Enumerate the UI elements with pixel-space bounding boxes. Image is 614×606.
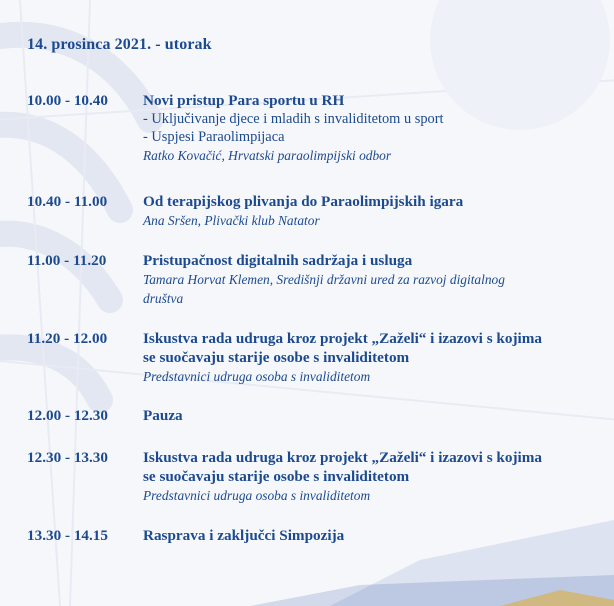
- session-time: 13.30 - 14.15: [27, 527, 108, 544]
- session-title: Pauza: [143, 407, 183, 424]
- day-heading: 14. prosinca 2021. - utorak: [27, 36, 212, 53]
- session-title: Iskustva rada udruga kroz projekt „Zaželi“ i izazovi s kojima: [143, 449, 542, 466]
- session-speaker-continued: društva: [143, 291, 184, 306]
- session-title: Iskustva rada udruga kroz projekt „Zaželi“ i izazovi s kojima: [143, 330, 542, 347]
- session-speaker: Predstavnici udruga osoba s invaliditetom: [143, 369, 371, 384]
- session-title: Rasprava i zaključci Simpozija: [143, 527, 345, 544]
- session-speaker: Ana Sršen, Plivački klub Natator: [143, 213, 320, 228]
- session-point: - Uspjesi Paraolimpijaca: [143, 129, 285, 145]
- session-time: 12.30 - 13.30: [27, 449, 108, 466]
- session-title: Novi pristup Para sportu u RH: [143, 92, 345, 109]
- session-speaker: Ratko Kovačić, Hrvatski paraolimpijski odbor: [143, 148, 392, 163]
- session-speaker: Tamara Horvat Klemen, Središnji državni ured za razvoj digitalnog: [143, 272, 505, 287]
- session-point: - Uključivanje djece i mladih s invaliditetom u sport: [143, 111, 444, 127]
- session-time: 11.20 - 12.00: [27, 330, 108, 347]
- session-speaker: Predstavnici udruga osoba s invaliditetom: [143, 488, 371, 503]
- session-time: 10.40 - 11.00: [27, 193, 108, 210]
- session-title-continued: se suočavaju starije osobe s invaliditetom: [143, 349, 410, 366]
- session-title: Pristupačnost digitalnih sadržaja i usluga: [143, 252, 413, 269]
- session-time: 11.00 - 11.20: [27, 252, 107, 269]
- session-title-continued: se suočavaju starije osobe s invaliditetom: [143, 468, 410, 485]
- session-title: Od terapijskog plivanja do Paraolimpijskih igara: [143, 193, 464, 210]
- session-time: 12.00 - 12.30: [27, 407, 108, 424]
- session-time: 10.00 - 10.40: [27, 92, 108, 109]
